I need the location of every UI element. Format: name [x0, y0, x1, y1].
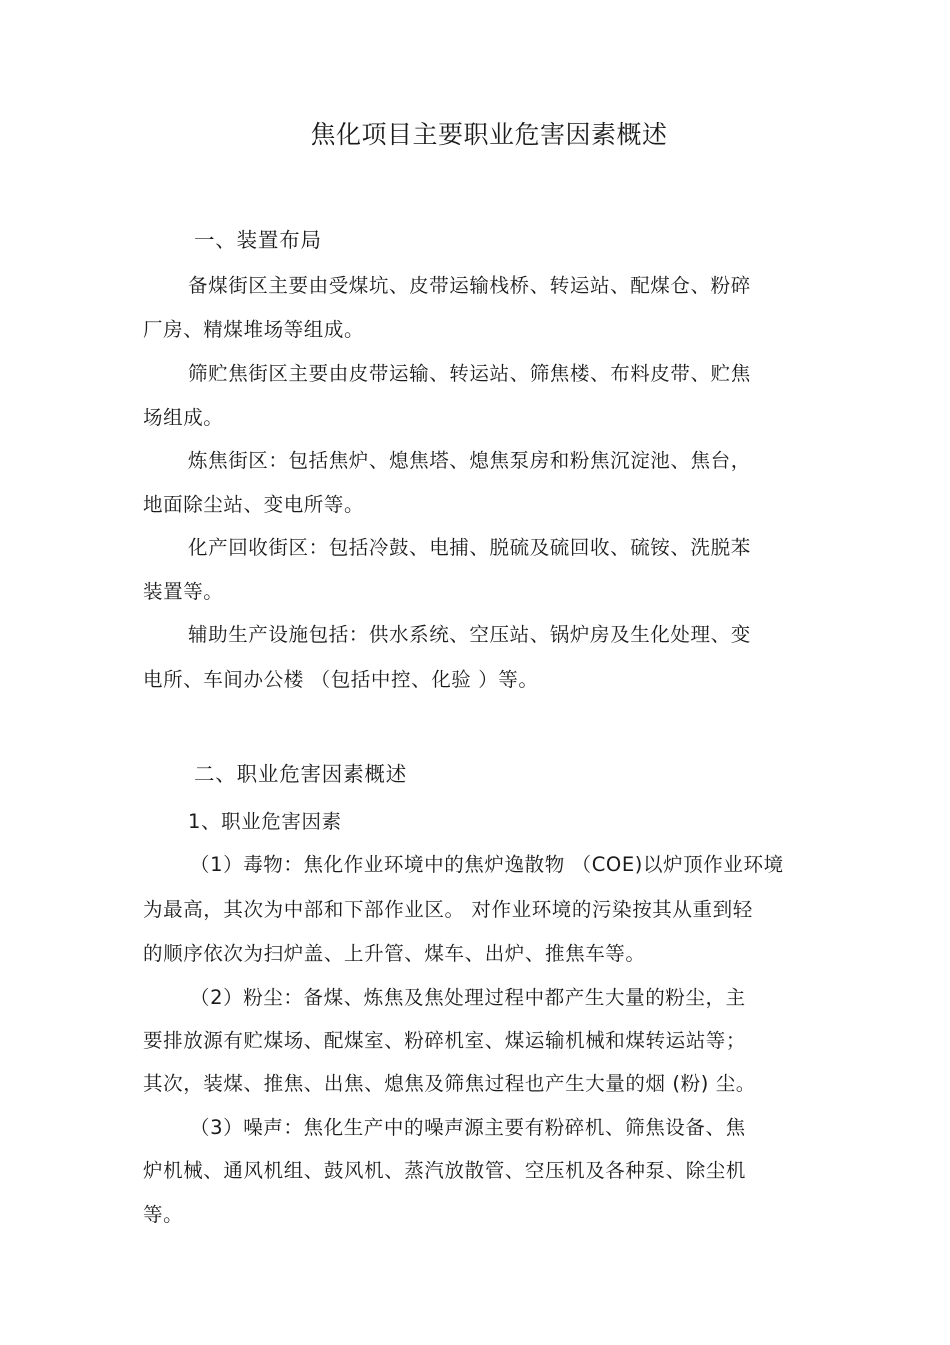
paragraph-line: 要排放源有贮煤场、配煤室、粉碎机室、煤运输机械和煤转运站等；	[143, 1029, 747, 1052]
paragraph-line: 厂房、精煤堆场等组成。	[143, 318, 365, 341]
paragraph-line: 其次，装煤、推焦、出焦、熄焦及筛焦过程也产生大量的烟 (粉) 尘。	[143, 1072, 756, 1095]
document-title: 焦化项目主要职业危害因素概述	[310, 120, 668, 149]
paragraph-line: 电所、车间办公楼 （包括中控、化验 ）等。	[143, 668, 539, 691]
paragraph-line: 化产回收街区：包括冷鼓、电捕、脱硫及硫回收、硫铵、洗脱苯	[188, 536, 751, 559]
paragraph-line: （2）粉尘：备煤、炼焦及焦处理过程中都产生大量的粉尘，主	[190, 986, 746, 1009]
paragraph-line: 地面除尘站、变电所等。	[143, 493, 365, 516]
subheading: 1、职业危害因素	[188, 810, 342, 833]
paragraph-line: 炉机械、通风机组、鼓风机、蒸汽放散管、空压机及各种泵、除尘机	[143, 1159, 747, 1182]
paragraph-line: （3）噪声：焦化生产中的噪声源主要有粉碎机、筛焦设备、焦	[190, 1116, 746, 1139]
paragraph-line: 辅助生产设施包括：供水系统、空压站、锅炉房及生化处理、变	[188, 623, 751, 646]
paragraph-line: 备煤街区主要由受煤坑、皮带运输栈桥、转运站、配煤仓、粉碎	[188, 274, 751, 297]
paragraph-line: （1）毒物：焦化作业环境中的焦炉逸散物 （COE)以炉顶作业环境	[190, 853, 784, 876]
paragraph-line: 为最高，其次为中部和下部作业区。 对作业环境的污染按其从重到轻	[143, 898, 753, 921]
paragraph-line: 等。	[143, 1203, 184, 1226]
paragraph-line: 装置等。	[143, 580, 224, 603]
section-heading-layout: 一、装置布局	[194, 228, 322, 252]
paragraph-line: 场组成。	[143, 406, 224, 429]
paragraph-line: 筛贮焦街区主要由皮带运输、转运站、筛焦楼、布料皮带、贮焦	[188, 362, 751, 385]
section-heading-hazards: 二、职业危害因素概述	[194, 762, 407, 786]
paragraph-line: 炼焦街区：包括焦炉、熄焦塔、熄焦泵房和粉焦沉淀池、焦台，	[188, 449, 751, 472]
paragraph-line: 的顺序依次为扫炉盖、上升管、煤车、出炉、推焦车等。	[143, 942, 646, 965]
